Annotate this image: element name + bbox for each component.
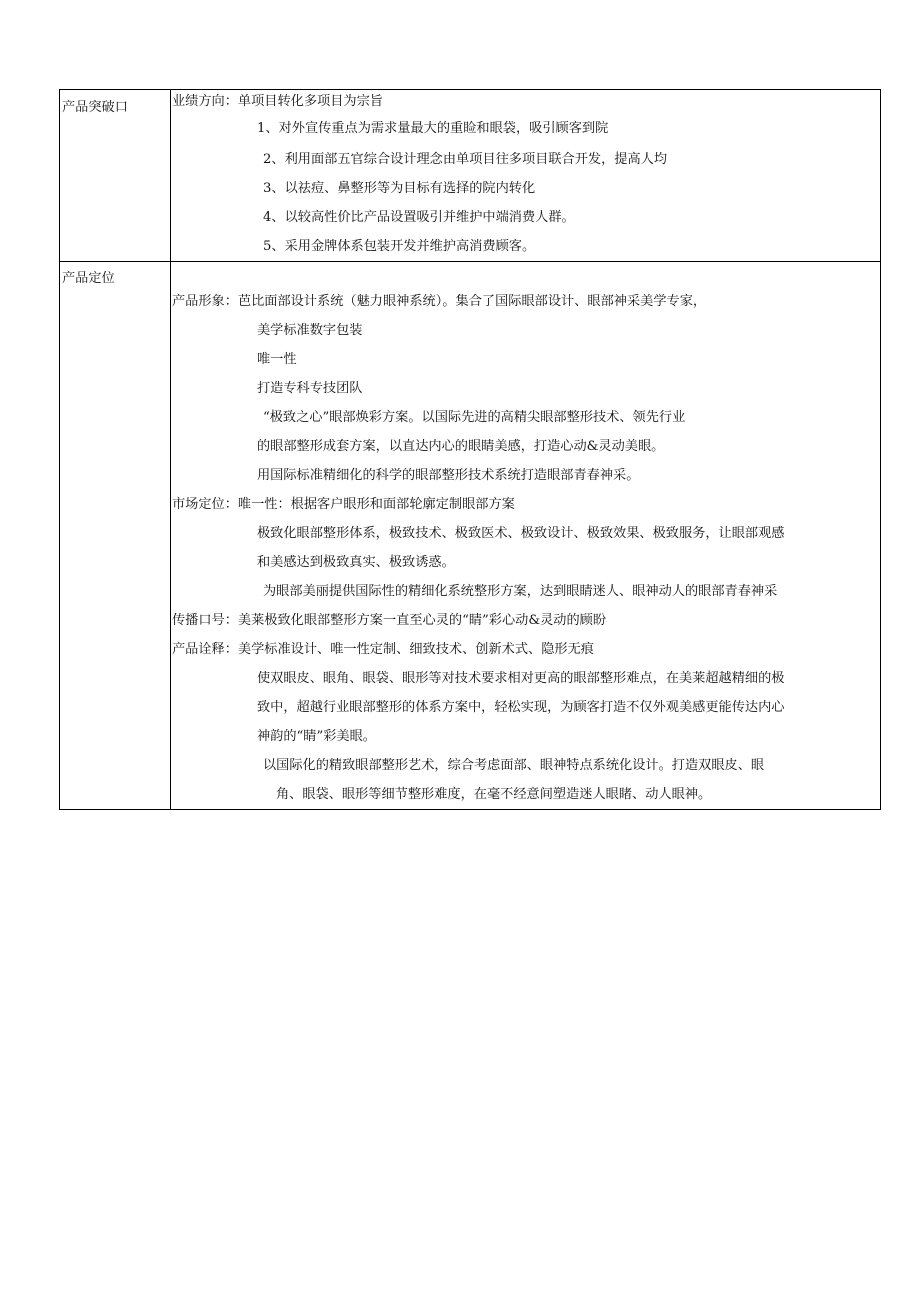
text-line: 业绩方向：单项目转化多项目为宗旨	[172, 94, 383, 109]
text-line: 用国际标准精细化的科学的眼部整形技术系统打造眼部青春神采。	[257, 468, 640, 483]
text-line: 极致化眼部整形体系，极致技术、极致医术、极致设计、极致效果、极致服务，让眼部观感	[257, 526, 785, 541]
text-line: 以国际化的精致眼部整形艺术，综合考虑面部、眼神特点系统化设计。打造双眼皮、眼	[263, 758, 765, 773]
table-row-breakthrough	[60, 90, 881, 262]
text-line: 4、以较高性价比产品设置吸引并维护中端消费人群。	[263, 210, 575, 225]
text-line: 传播口号：美莱极致化眼部整形方案一直至心灵的“睛”彩心动&灵动的顾盼	[172, 613, 607, 628]
text-line: 致中，超越行业眼部整形的体系方案中，轻松实现，为顾客打造不仅外观美感更能传达内心	[257, 700, 785, 715]
text-line: 神韵的“睛”彩美眼。	[257, 729, 376, 744]
text-line: 美学标准数字包装	[257, 323, 363, 338]
text-line: 为眼部美丽提供国际性的精细化系统整形方案，达到眼睛迷人、眼神动人的眼部青春神采	[263, 584, 778, 599]
text-line: 和美感达到极致真实、极致诱惑。	[257, 555, 455, 570]
text-line: 打造专科专技团队	[257, 381, 363, 396]
text-line: 产品形象：芭比面部设计系统（魅力眼神系统）。集合了国际眼部设计、眼部神采美学专家，	[172, 294, 707, 309]
text-line: 的眼部整形成套方案，以直达内心的眼睛美感，打造心动&灵动美眼。	[257, 439, 665, 454]
text-line: 使双眼皮、眼角、眼袋、眼形等对技术要求相对更高的眼部整形难点，在美莱超越精细的极	[257, 671, 785, 686]
text-line: 市场定位：唯一性：根据客户眼形和面部轮廓定制眼部方案	[172, 497, 515, 512]
row-label-cell	[60, 262, 171, 810]
text-line: 唯一性	[257, 352, 297, 367]
text-line: “极致之心”眼部焕彩方案。以国际先进的高精尖眼部整形技术、领先行业	[263, 410, 686, 425]
text-line: 2、利用面部五官综合设计理念由单项目往多项目联合开发，提高人均	[263, 152, 668, 167]
row-label-cell	[60, 90, 171, 262]
text-line: 产品诠释：美学标准设计、唯一性定制、细致技术、创新术式、隐形无痕	[172, 642, 594, 657]
document-table	[59, 89, 881, 810]
table-row-positioning	[60, 262, 881, 810]
row-content-cell	[171, 262, 881, 810]
row-label: 产品突破口	[62, 100, 128, 115]
text-line: 3、以祛痘、鼻整形等为目标有选择的院内转化	[263, 181, 536, 196]
text-line: 1、对外宣传重点为需求量最大的重睑和眼袋，吸引顾客到院	[257, 121, 609, 136]
text-line: 角、眼袋、眼形等细节整形难度，在毫不经意间塑造迷人眼睹、动人眼神。	[276, 787, 712, 802]
row-label: 产品定位	[62, 271, 115, 286]
row-content-cell	[171, 90, 881, 262]
text-line: 5、采用金牌体系包装开发并维护高消费顾客。	[263, 239, 536, 254]
